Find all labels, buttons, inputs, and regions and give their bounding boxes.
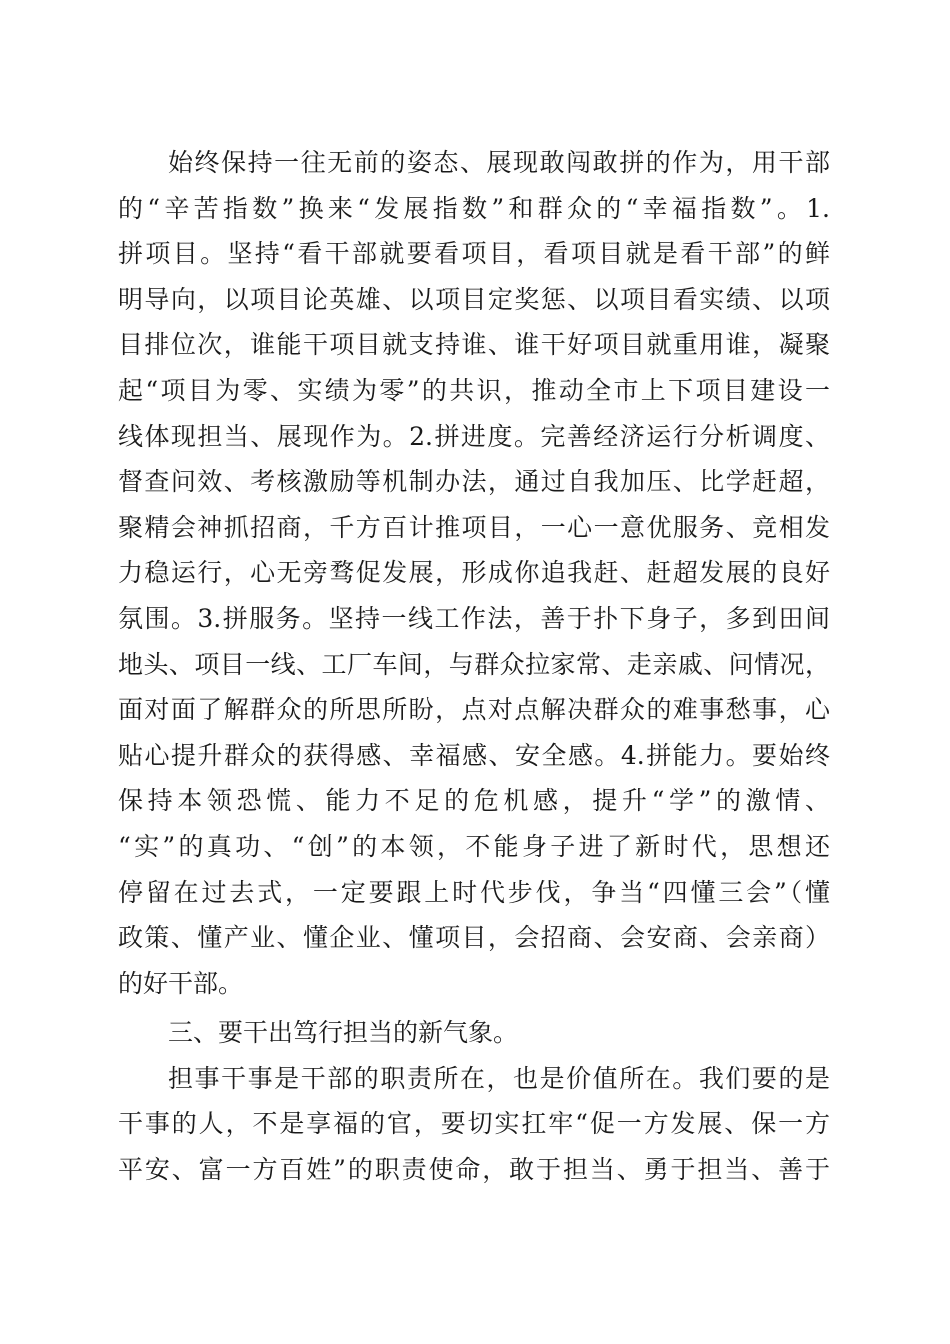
paragraph-line: 干事的人，不是享福的官，要切实扛牢“促一方发展、保一方 bbox=[118, 1109, 830, 1139]
paragraph-line: 明导向，以项目论英雄、以项目定奖惩、以项目看实绩、以项 bbox=[118, 284, 830, 314]
paragraph-line: 力稳运行，心无旁骛促发展，形成你追我赶、赶超发展的良好 bbox=[118, 558, 830, 588]
paragraph-line: 政策、懂产业、懂企业、懂项目，会招商、会安商、会亲商） bbox=[118, 923, 830, 953]
paragraph-line: 督查问效、考核激励等机制办法，通过自我加压、比学赶超， bbox=[118, 467, 830, 497]
paragraph-line: 聚精会神抓招商，千方百计推项目，一心一意优服务、竞相发 bbox=[118, 512, 830, 542]
paragraph-line: 起“项目为零、实绩为零”的共识，推动全市上下项目建设一 bbox=[118, 375, 830, 405]
paragraph-line: 拼项目。坚持“看干部就要看项目，看项目就是看干部”的鲜 bbox=[118, 239, 830, 269]
paragraph-line: 平安、富一方百姓”的职责使命，敢于担当、勇于担当、善于 bbox=[118, 1155, 830, 1185]
paragraph-line: 贴心提升群众的获得感、幸福感、安全感。4.拼能力。要始终 bbox=[118, 740, 830, 770]
paragraph-2 bbox=[118, 1056, 830, 1193]
paragraph-line: 的好干部。 bbox=[118, 968, 244, 998]
paragraph-line: 面对面了解群众的所思所盼，点对点解决群众的难事愁事，心 bbox=[118, 695, 830, 725]
paragraph-line: 担事干事是干部的职责所在，也是价值所在。我们要的是 bbox=[168, 1063, 830, 1093]
paragraph-line: 氛围。3.拼服务。坚持一线工作法，善于扑下身子，多到田间 bbox=[118, 603, 830, 633]
paragraph-1 bbox=[118, 140, 830, 1006]
paragraph-line: 始终保持一往无前的姿态、展现敢闯敢拼的作为，用干部 bbox=[168, 148, 830, 177]
document-body bbox=[118, 140, 830, 1193]
paragraph-line: 地头、项目一线、工厂车间，与群众拉家常、走亲戚、问情况， bbox=[118, 649, 830, 679]
paragraph-line: 目排位次，谁能干项目就支持谁、谁干好项目就重用谁，凝聚 bbox=[118, 330, 830, 360]
paragraph-line: 的“辛苦指数”换来“发展指数”和群众的“幸福指数”。1. bbox=[118, 193, 830, 223]
paragraph-line: 保持本领恐慌、能力不足的危机感，提升“学”的激情、 bbox=[118, 786, 830, 816]
section-heading: 三、要干出笃行担当的新气象。 bbox=[168, 1018, 519, 1048]
paragraph-line: 停留在过去式，一定要跟上时代步伐，争当“四懂三会”（懂 bbox=[118, 877, 830, 907]
paragraph-line: “实”的真功、“创”的本领，不能身子进了新时代，思想还 bbox=[118, 831, 830, 861]
paragraph-line: 线体现担当、展现作为。2.拼进度。完善经济运行分析调度、 bbox=[118, 421, 830, 451]
